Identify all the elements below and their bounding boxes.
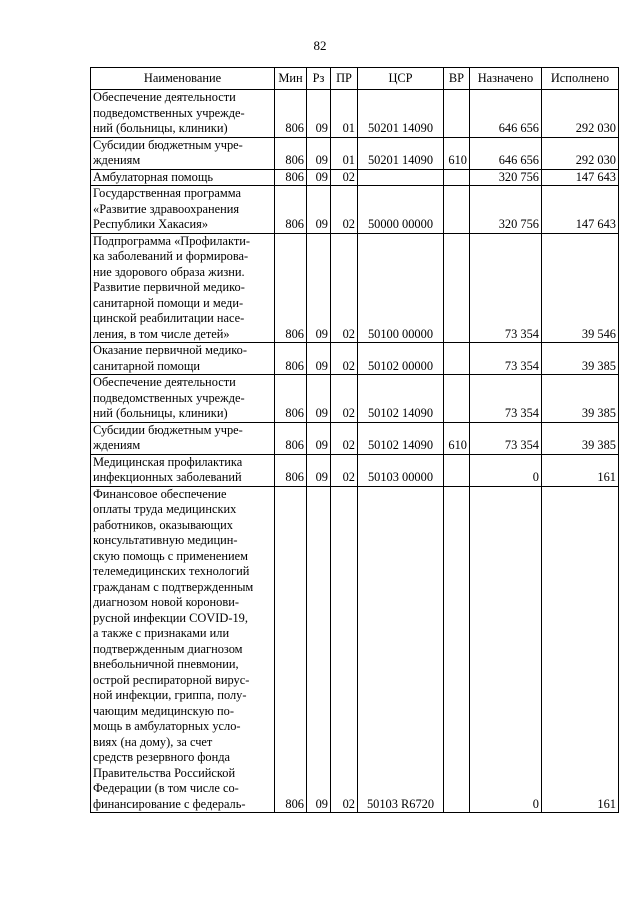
row-executed: 161 (542, 486, 619, 813)
row-name-line: виях (на дому), за счет (93, 734, 213, 749)
row-executed: 39 385 (542, 343, 619, 375)
table-row (91, 454, 619, 486)
row-vr (444, 169, 470, 186)
row-name (91, 454, 275, 486)
row-name-line: «Развитие здравоохранения (93, 201, 240, 216)
row-name-line: ждениям (93, 438, 141, 452)
row-name-line: внебольничной пневмонии, (93, 657, 239, 671)
row-executed: 39 385 (542, 422, 619, 454)
row-vr (444, 454, 470, 486)
table-row (91, 90, 619, 138)
row-name-line: Амбулаторная помощь (93, 169, 214, 184)
row-assigned: 646 656 (470, 137, 542, 169)
row-min: 806 (275, 343, 307, 375)
row-name-line: Развитие первичной медико- (93, 280, 245, 294)
row-executed: 147 643 (542, 169, 619, 186)
row-vr (444, 486, 470, 813)
row-assigned: 320 756 (470, 186, 542, 234)
header-assigned: Назначено (470, 68, 542, 90)
row-name-line: Субсидии бюджетным учре- (93, 422, 243, 437)
row-name (91, 375, 275, 423)
row-name-line: а также с признаками или (93, 626, 230, 640)
row-csr: 50201 14090 (358, 90, 444, 138)
row-executed: 147 643 (542, 186, 619, 234)
row-csr: 50102 14090 (358, 375, 444, 423)
row-pr: 02 (331, 343, 358, 375)
header-rz: Рз (307, 68, 331, 90)
row-name-line: ний (больницы, клиники) (93, 406, 228, 420)
row-rz: 09 (307, 486, 331, 813)
table-row (91, 375, 619, 423)
row-pr: 02 (331, 233, 358, 343)
row-name-line: финансирование с федераль- (93, 796, 246, 811)
row-name-line: консультативную медицин- (93, 533, 238, 547)
row-assigned: 73 354 (470, 343, 542, 375)
header-vr: ВР (444, 68, 470, 90)
row-name-line: Субсидии бюджетным учре- (93, 137, 243, 152)
table-row (91, 422, 619, 454)
row-name-line: цинской реабилитации насе- (93, 311, 245, 325)
row-name-line: ной инфекции, гриппа, полу- (93, 688, 247, 702)
row-vr (444, 90, 470, 138)
row-min: 806 (275, 137, 307, 169)
row-pr: 02 (331, 486, 358, 813)
row-vr (444, 186, 470, 234)
row-min: 806 (275, 233, 307, 343)
table-body (91, 90, 619, 813)
row-name-line: работников, оказывающих (93, 517, 233, 532)
row-min: 806 (275, 422, 307, 454)
row-name-line: Медицинская профилактика (93, 454, 243, 469)
row-name-line: ний (больницы, клиники) (93, 121, 228, 135)
row-name (91, 186, 275, 234)
row-rz: 09 (307, 343, 331, 375)
header-name: Наименование (91, 68, 275, 90)
row-csr: 50102 14090 (358, 422, 444, 454)
table-row (91, 186, 619, 234)
row-name-line: ка заболеваний и формирова- (93, 249, 249, 263)
row-name-line: санитарной помощи (93, 358, 201, 373)
row-name-line: подтвержденным диагнозом (93, 641, 243, 656)
row-csr: 50201 14090 (358, 137, 444, 169)
row-name-line: санитарной помощи и меди- (93, 295, 244, 310)
row-name-line: скую помощь с применением (93, 548, 248, 563)
row-csr: 50100 00000 (358, 233, 444, 343)
row-pr: 01 (331, 137, 358, 169)
table-row (91, 169, 619, 186)
budget-table (90, 67, 619, 813)
row-name-line: подведомственных учрежде- (93, 390, 245, 405)
row-name-line: ждениям (93, 153, 141, 167)
row-name (91, 169, 275, 186)
row-name-line: ления, в том числе детей» (93, 326, 230, 341)
row-min: 806 (275, 186, 307, 234)
row-name-line: Республики Хакасия» (93, 217, 209, 231)
row-vr: 610 (444, 137, 470, 169)
row-name-line: Обеспечение деятельности (93, 375, 236, 389)
row-rz: 09 (307, 233, 331, 343)
row-name (91, 137, 275, 169)
row-name-line: средств резервного фонда (93, 750, 231, 764)
table-row (91, 233, 619, 343)
row-rz: 09 (307, 422, 331, 454)
row-pr: 02 (331, 454, 358, 486)
row-rz: 09 (307, 137, 331, 169)
row-assigned: 320 756 (470, 169, 542, 186)
row-csr: 50103 R6720 (358, 486, 444, 813)
row-rz: 09 (307, 375, 331, 423)
table-row (91, 137, 619, 169)
row-vr (444, 375, 470, 423)
row-executed: 292 030 (542, 90, 619, 138)
row-pr: 02 (331, 375, 358, 423)
row-assigned: 0 (470, 486, 542, 813)
row-min: 806 (275, 375, 307, 423)
row-min: 806 (275, 90, 307, 138)
row-csr: 50102 00000 (358, 343, 444, 375)
row-name-line: оплаты труда медицинских (93, 502, 237, 516)
row-vr (444, 343, 470, 375)
row-min: 806 (275, 169, 307, 186)
page-number: 82 (313, 38, 327, 53)
row-name (91, 90, 275, 138)
row-name (91, 422, 275, 454)
table-row (91, 486, 619, 813)
row-name-line: острой респираторной вирус- (93, 672, 250, 687)
row-executed: 292 030 (542, 137, 619, 169)
row-name-line: телемедицинских технологий (93, 564, 250, 578)
table-header-row (91, 68, 619, 90)
row-rz: 09 (307, 186, 331, 234)
row-name-line: чающим медицинскую по- (93, 703, 234, 718)
row-pr: 02 (331, 169, 358, 186)
row-assigned: 73 354 (470, 375, 542, 423)
row-name-line: Подпрограмма «Профилакти- (93, 233, 250, 248)
table-row (91, 343, 619, 375)
row-name-line: мощь в амбулаторных усло- (93, 719, 241, 733)
row-rz: 09 (307, 454, 331, 486)
row-name-line: ние здорового образа жизни. (93, 264, 245, 279)
row-min: 806 (275, 486, 307, 813)
row-pr: 01 (331, 90, 358, 138)
header-executed: Исполнено (542, 68, 619, 90)
row-name-line: Финансовое обеспечение (93, 486, 227, 501)
row-min: 806 (275, 454, 307, 486)
row-name-line: диагнозом новой коронови- (93, 595, 239, 609)
row-assigned: 73 354 (470, 233, 542, 343)
row-name-line: Федерации (в том числе со- (93, 781, 239, 795)
row-rz: 09 (307, 169, 331, 186)
row-name (91, 343, 275, 375)
row-assigned: 73 354 (470, 422, 542, 454)
row-rz: 09 (307, 90, 331, 138)
row-pr: 02 (331, 422, 358, 454)
row-vr (444, 233, 470, 343)
row-csr: 50103 00000 (358, 454, 444, 486)
row-name-line: Оказание первичной медико- (93, 343, 247, 357)
row-csr (358, 169, 444, 186)
row-csr: 50000 00000 (358, 186, 444, 234)
row-assigned: 646 656 (470, 90, 542, 138)
row-name-line: Государственная программа (93, 186, 241, 200)
row-name-line: гражданам с подтвержденным (93, 579, 254, 594)
row-pr: 02 (331, 186, 358, 234)
row-name-line: русной инфекции COVID-19, (93, 610, 248, 625)
row-name (91, 486, 275, 813)
row-executed: 161 (542, 454, 619, 486)
row-name-line: Обеспечение деятельности (93, 90, 236, 104)
header-pr: ПР (331, 68, 358, 90)
row-name-line: Правительства Российской (93, 765, 236, 780)
header-min: Мин (275, 68, 307, 90)
header-csr: ЦСР (358, 68, 444, 90)
row-name-line: подведомственных учрежде- (93, 105, 245, 120)
row-vr: 610 (444, 422, 470, 454)
row-name (91, 233, 275, 343)
row-executed: 39 546 (542, 233, 619, 343)
row-executed: 39 385 (542, 375, 619, 423)
row-assigned: 0 (470, 454, 542, 486)
row-name-line: инфекционных заболеваний (93, 470, 242, 484)
